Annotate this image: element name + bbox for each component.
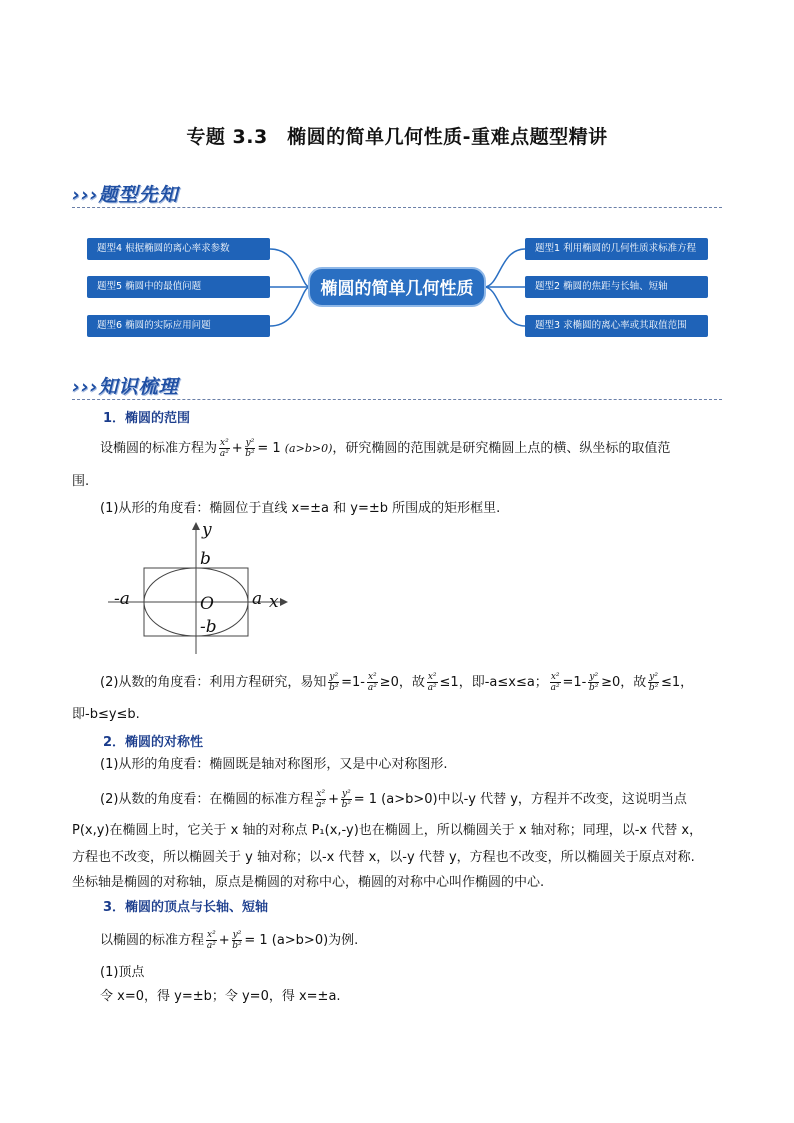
banner-label: 知识梳理 xyxy=(98,376,179,398)
ellipse-figure xyxy=(100,520,300,660)
fig-label-a: a xyxy=(252,589,263,609)
paragraph-shape-view: (1)从形的角度看：椭圆位于直线 x=±a 和 y=±b 所围成的矩形框里. xyxy=(100,501,501,516)
divider xyxy=(72,399,722,400)
banner-knowledge xyxy=(72,372,179,399)
paragraph-symmetry-line: P(x,y)在椭圆上时，它关于 x 轴的对称点 P₁(x,-y)也在椭圆上，所以椭圆关于 x 轴对称；同理，以-x 代替 x， xyxy=(72,823,703,838)
paragraph-symmetry-shape: (1)从形的角度看：椭圆既是轴对称图形，又是中心对称图形. xyxy=(100,757,448,772)
text: ，研究椭圆的范围就是研究椭圆上点的横、纵坐标的取值范 xyxy=(332,441,671,456)
mindmap-node-type3: 题型3 求椭圆的离心率或其取值范围 xyxy=(525,315,708,337)
paragraph-vertices-heading: (1)顶点 xyxy=(100,965,145,980)
paragraph-vertices-text: 令 x=0，得 y=±b；令 y=0，得 x=±a. xyxy=(100,989,341,1004)
mindmap-node-type2: 题型2 椭圆的焦距与长轴、短轴 xyxy=(525,276,708,298)
text: 设椭圆的标准方程为 xyxy=(100,441,218,456)
arrow-icon: ››› xyxy=(72,184,99,206)
paragraph-symmetry-line: 方程也不改变，所以椭圆关于 y 轴对称；以-x 代替 x，以-y 代替 y，方程也不改变，所以椭圆关于原点对称. xyxy=(72,850,695,865)
fig-label-neg-b: -b xyxy=(200,617,217,637)
section-heading-range: 1．椭圆的范围 xyxy=(103,411,191,426)
paragraph-symmetry-line: 坐标轴是椭圆的对称轴，原点是椭圆的对称中心，椭圆的对称中心叫作椭圆的中心. xyxy=(72,875,545,890)
fraction: $\frac{\text{x²}}{\text{a²}}$ xyxy=(219,438,229,459)
fig-label-o: O xyxy=(200,594,214,614)
section-heading-vertices: 3．椭圆的顶点与长轴、短轴 xyxy=(103,900,269,915)
fig-label-b: b xyxy=(200,549,211,569)
mindmap-center: 椭圆的简单几何性质 xyxy=(308,267,486,307)
paragraph-number-view: (2)从数的角度看：利用方程研究，易知 $\frac{\text{y²}}{\text{b²}}$ =1- $\frac{\text{x²}}{\text{a²}}$ ≥0，故 $\frac{\text{x²}}{\text{a²}}$ ≤1，即-a≤x≤a； $\frac{\text{x²}}{\text{a²}}$ =1- $\frac{\text{y²}}{\text{b²}}$ ≥0，故 $\frac{\text{y²}}{\text{b²}}$ ≤1， xyxy=(100,672,694,693)
mindmap-node-type4: 题型4 根据椭圆的离心率求参数 xyxy=(87,238,270,260)
fig-label-y: y xyxy=(202,520,212,540)
paragraph-vertices-intro: 以椭圆的标准方程 $\frac{\text{x²}}{\text{a²}}$ + $\frac{\text{y²}}{\text{b²}}$ = 1 (a>b>0)为例. xyxy=(100,930,359,951)
mindmap-node-type1: 题型1 利用椭圆的几何性质求标准方程 xyxy=(525,238,708,260)
mindmap-node-type6: 题型6 椭圆的实际应用问题 xyxy=(87,315,270,337)
paragraph-continuation: 即-b≤y≤b. xyxy=(72,707,140,722)
fig-label-neg-a: -a xyxy=(114,589,130,609)
mindmap-node-type5: 题型5 椭圆中的最值问题 xyxy=(87,276,270,298)
page-title: 专题 3.3 椭圆的简单几何性质-重难点题型精讲 xyxy=(186,126,608,148)
fig-label-x: x xyxy=(269,592,279,612)
fraction: $\frac{\text{y²}}{\text{b²}}$ xyxy=(245,438,255,459)
paragraph-symmetry-number: (2)从数的角度看：在椭圆的标准方程 $\frac{\text{x²}}{\text{a²}}$ + $\frac{\text{y²}}{\text{b²}}$ = 1 (a>b>0)中以-y 代替 y，方程并不改变，这说明当点 xyxy=(100,789,687,810)
paragraph-range-intro: 设椭圆的标准方程为 $\frac{\text{x²}}{\text{a²}}$ + $\frac{\text{y²}}{\text{b²}}$ = 1 (a>b>0)，研究椭圆的范围就是研究椭圆上点的横、纵坐标的取值范 xyxy=(100,438,671,459)
section-heading-symmetry: 2．椭圆的对称性 xyxy=(103,735,204,750)
paragraph-continuation: 围. xyxy=(72,474,90,489)
banner-label: 题型先知 xyxy=(98,184,179,206)
arrow-icon: ››› xyxy=(72,376,99,398)
